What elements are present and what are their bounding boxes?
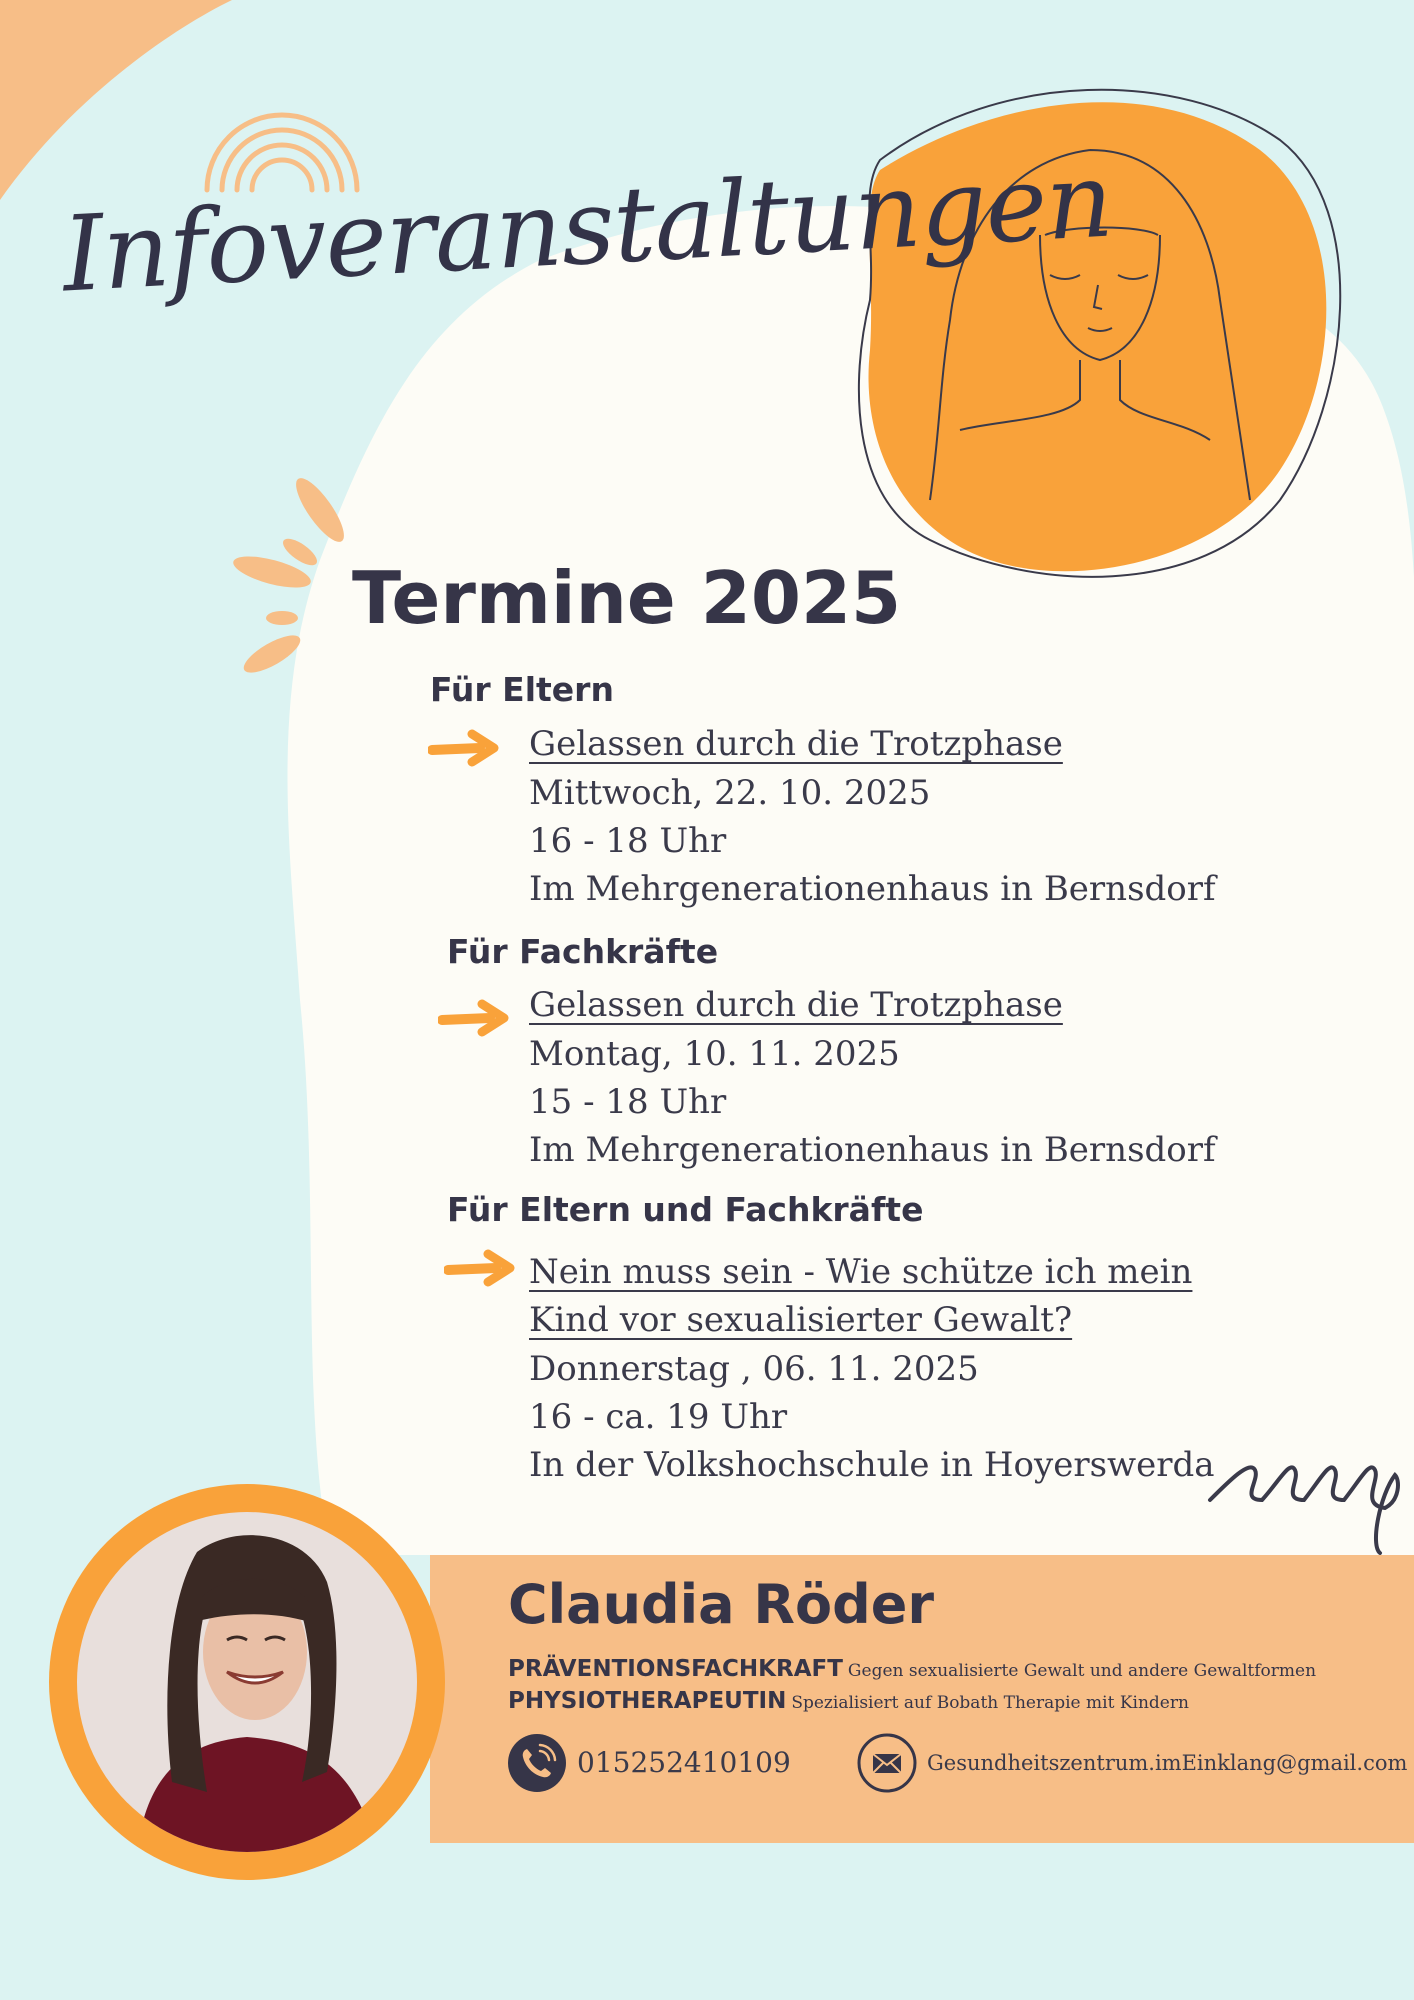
event-place: In der Volkshochschule in Hoyerswerda [529, 1445, 1215, 1485]
role-description: Spezialisiert auf Bobath Therapie mit Kindern [791, 1693, 1189, 1713]
arrow-icon [428, 728, 500, 768]
role-title: PHYSIOTHERAPEUTIN [508, 1688, 787, 1714]
avatar [77, 1512, 417, 1852]
event-place: Im Mehrgenerationenhaus in Bernsdorf [529, 869, 1216, 909]
group-label-fachkraefte: Für Fachkräfte [447, 932, 719, 971]
event-title[interactable]: Gelassen durch die Trotzphase [529, 724, 1063, 764]
email-address[interactable]: Gesundheitszentrum.imEinklang@gmail.com [927, 1751, 1408, 1775]
event-date: Donnerstag , 06. 11. 2025 [529, 1349, 979, 1389]
event-time: 16 - ca. 19 Uhr [529, 1397, 788, 1437]
role-title: PRÄVENTIONSFACHKRAFT [508, 1656, 843, 1682]
event-time: 16 - 18 Uhr [529, 821, 727, 861]
event-place: Im Mehrgenerationenhaus in Bernsdorf [529, 1130, 1216, 1170]
event-title[interactable]: Gelassen durch die Trotzphase [529, 985, 1063, 1025]
event-time: 15 - 18 Uhr [529, 1082, 727, 1122]
group-label-eltern: Für Eltern [430, 670, 614, 709]
phone-number[interactable]: 015252410109 [577, 1746, 791, 1779]
role-row [508, 1690, 1189, 1713]
arrow-icon [438, 998, 510, 1038]
group-label-eltern-fachkraefte: Für Eltern und Fachkräfte [447, 1190, 924, 1229]
event-date: Montag, 10. 11. 2025 [529, 1034, 900, 1074]
phone-icon[interactable] [507, 1733, 567, 1793]
role-description: Gegen sexualisierte Gewalt und andere Gewaltformen [847, 1661, 1317, 1681]
profile-name: Claudia Röder [508, 1573, 935, 1636]
corner-blob [0, 0, 232, 200]
envelope-icon[interactable] [857, 1733, 917, 1793]
event-title-line1[interactable]: Nein muss sein - Wie schütze ich mein [529, 1252, 1193, 1292]
event-title-line2[interactable]: Kind vor sexualisierter Gewalt? [529, 1300, 1073, 1340]
role-row [508, 1658, 1316, 1681]
page-heading: Termine 2025 [352, 556, 902, 640]
event-date: Mittwoch, 22. 10. 2025 [529, 773, 931, 813]
arrow-icon [444, 1248, 516, 1288]
script-title: Infoveranstaltungen [59, 138, 1115, 316]
